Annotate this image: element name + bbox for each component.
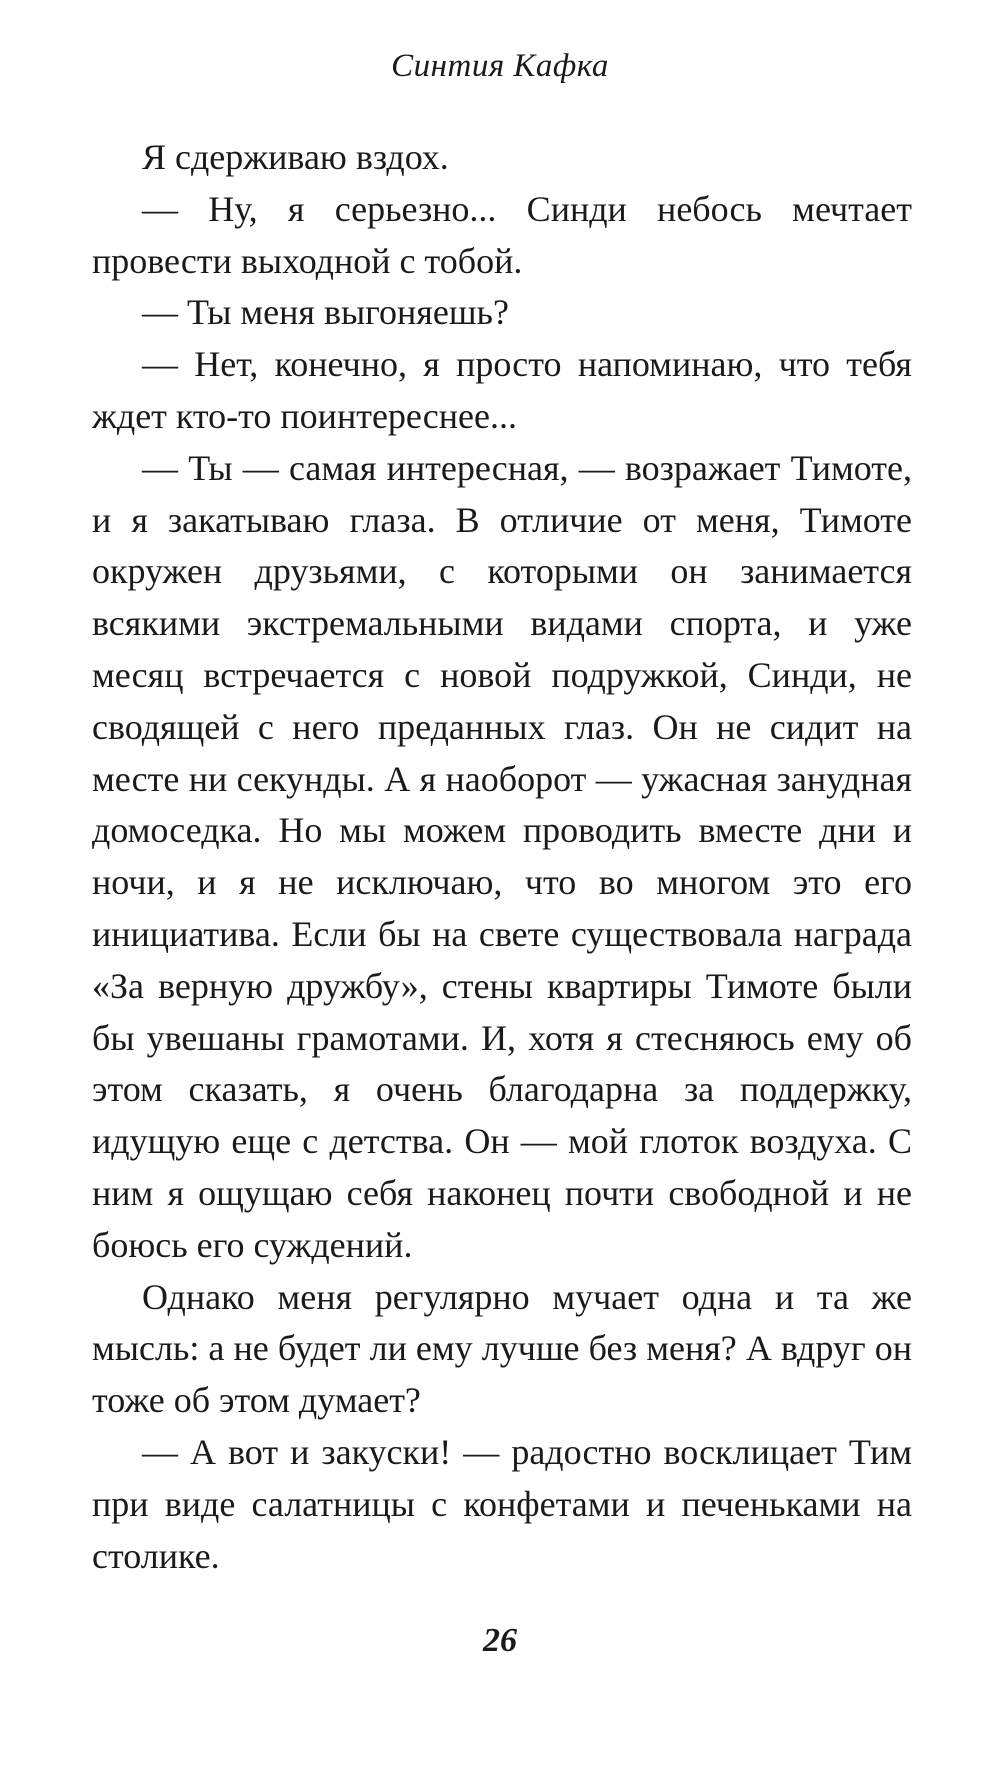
paragraph: — А вот и закуски! — радостно восклицает Тим при виде салатницы с конфетами и печеньками на столике. bbox=[92, 1431, 912, 1576]
paragraph: — Ты меня выгоняешь? bbox=[142, 292, 509, 333]
paragraph: — Ты — самая интересная, — возражает Тимоте, и я закатываю глаза. В отличие от меня, Тимоте окружен друзьями, с которыми он занимается всякими экстремальными видами спорта, и уже месяц встречается с новой подружкой, Синди, не сводящей с него преданных глаз. Он не сидит на месте ни секунды. А я наоборот — ужасная занудная домоседка. Но мы можем проводить вместе дни и ночи, и я не исключаю, что во многом это его инициатива. Если бы на свете существовала награда «За верную дружбу», стены квартиры Тимоте были бы увешаны грамотами. И, хотя я стесняюсь ему об этом сказать, я очень благодарна за поддержку, идущую еще с детства. Он — мой глоток воздуха. С ним я ощущаю себя наконец почти свободной и не боюсь его суждений. bbox=[92, 447, 912, 1265]
page-number: 26 bbox=[483, 1622, 517, 1659]
paragraph: — Нет, конечно, я просто напоминаю, что тебя ждет кто-то поинтереснее... bbox=[92, 344, 912, 436]
paragraph: Однако меня регулярно мучает одна и та же мысль: а не будет ли ему лучше без меня? А вдруг он тоже об этом думает? bbox=[92, 1276, 912, 1421]
paragraph: Я сдерживаю вздох. bbox=[142, 137, 449, 177]
running-head: Синтия Кафка bbox=[391, 48, 609, 84]
paragraph: — Ну, я серьезно... Синди небось мечтает провести выходной с тобой. bbox=[92, 188, 912, 281]
body-text bbox=[92, 132, 912, 1582]
